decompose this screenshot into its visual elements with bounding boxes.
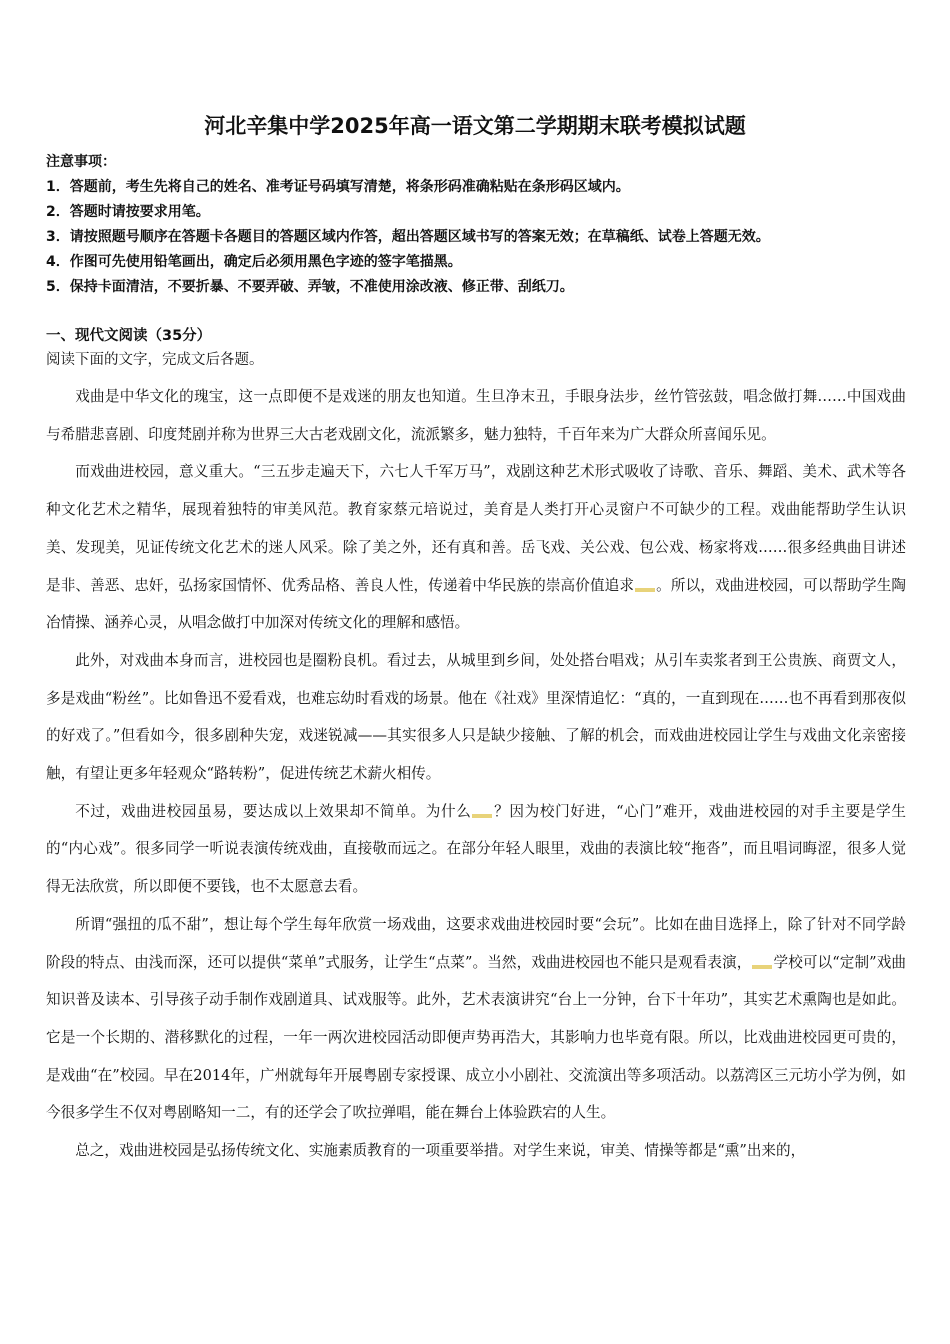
section-heading: 一、现代文阅读（35分） [46,328,212,344]
notice-item: 2．答题时请按要求用笔。 [46,204,210,220]
fill-blank [635,588,655,592]
passage-paragraph-1: 戏曲是中华文化的瑰宝，这一点即便不是戏迷的朋友也知道。生旦净末丑，手眼身法步，丝竹管弦鼓，唱念做打舞……中国戏曲与希腊悲喜剧、印度梵剧并称为世界三大古老戏剧文化，流派繁多，魅力独特，千百年来为广大群众所喜闻乐见。 [46,388,906,443]
notice-item: 4．作图可先使用铅笔画出，确定后必须用黑色字迹的签字笔描黑。 [46,254,462,270]
notice-section [46,150,916,300]
notice-item: 1．答题前，考生先将自己的姓名、准考证号码填写清楚，将条形码准确粘贴在条形码区域内。 [46,179,630,195]
passage-paragraph-6: 总之，戏曲进校园是弘扬传统文化、实施素质教育的一项重要举措。对学生来说，审美、情操等都是“熏”出来的， [75,1142,806,1160]
notice-item: 5．保持卡面清洁，不要折暴、不要弄破、弄皱，不准使用涂改液、修正带、刮纸刀。 [46,279,574,295]
paragraph-text: 学校可以“定制”戏曲知识普及读本、引导孩子动手制作戏剧道具、试戏服等。此外，艺术表演讲究“台上一分钟，台下十年功”，其实艺术熏陶也是如此。它是一个长期的、潜移默化的过程，一年一两次进校园活动即便声势再浩大，其影响力也毕竟有限。所以，比戏曲进校园更可贵的，是戏曲“在”校园。早在2014年，广州就每年开展粤剧专家授课、成立小小剧社、交流演出等多项活动。以荔湾区三元坊小学为例，如今很多学生不仅对粤剧略知一二，有的还学会了吹拉弹唱，能在舞台上体验跌宕的人生。 [46,953,906,1122]
passage-paragraph-2 [46,453,906,642]
passage-paragraph-3: 此外，对戏曲本身而言，进校园也是圈粉良机。看过去，从城里到乡间，处处搭台唱戏；从引车卖浆者到王公贵族、商贾文人，多是戏曲“粉丝”。比如鲁迅不爱看戏，也难忘幼时看戏的场景。他在《社戏》里深情追忆：“真的，一直到现在……也不再看到那夜似的好戏了。”但看如今，很多剧种失宠，戏迷锐减——其实很多人只是缺少接触、了解的机会，而戏曲进校园让学生与戏曲文化亲密接触，有望让更多年轻观众“路转粉”，促进传统艺术薪火相传。 [46,651,906,783]
reading-passage [46,378,906,1170]
paragraph-text: ？因为校门好进，“心门”难开，戏曲进校园的对手主要是学生的“内心戏”。很多同学一听说表演传统戏曲，直接敬而远之。在部分年轻人眼里，戏曲的表演比较“拖沓”，而且唱词晦涩，很多人觉得无法欣赏，所以即便不要钱，也不太愿意去看。 [46,802,906,896]
notice-item: 3．请按照题号顺序在答题卡各题目的答题区域内作答，超出答题区域书写的答案无效；在草稿纸、试卷上答题无效。 [46,229,770,245]
fill-blank [752,965,772,969]
page-title: 河北辛集中学2025年高一语文第二学期期末联考模拟试题 [204,114,746,138]
paragraph-text: 所谓“强扭的瓜不甜”，想让每个学生每年欣赏一场戏曲，这要求戏曲进校园时要“会玩”。比如在曲目选择上，除了针对不同学龄阶段的特点、由浅而深，还可以提供“菜单”式服务，让学生“点菜”。当然，戏曲进校园也不能只是观看表演， [46,915,906,971]
notice-heading: 注意事项： [46,154,116,170]
passage-paragraph-4 [46,793,906,906]
paragraph-text: 。所以，戏曲进校园，可以帮助学生陶冶情操、涵养心灵，从唱念做打中加深对传统文化的理解和感悟。 [46,576,906,632]
paragraph-text: 不过，戏曲进校园虽易，要达成以上效果却不简单。为什么 [75,802,472,820]
paragraph-text: 而戏曲进校园，意义重大。“三五步走遍天下，六七人千军万马”，戏剧这种艺术形式吸收了诗歌、音乐、舞蹈、美术、武术等各种文化艺术之精华，展现着独特的审美风范。教育家蔡元培说过，美育是人类打开心灵窗户不可缺少的工程。戏曲能帮助学生认识美、发现美，见证传统文化艺术的迷人风采。除了美之外，还有真和善。岳飞戏、关公戏、包公戏、杨家将戏……很多经典曲目讲述是非、善恶、忠奸，弘扬家国情怀、优秀品格、善良人性，传递着中华民族的崇高价值追求 [46,463,906,594]
fill-blank [472,814,492,818]
section-instruction: 阅读下面的文字，完成文后各题。 [46,352,264,368]
passage-paragraph-5 [46,906,906,1132]
